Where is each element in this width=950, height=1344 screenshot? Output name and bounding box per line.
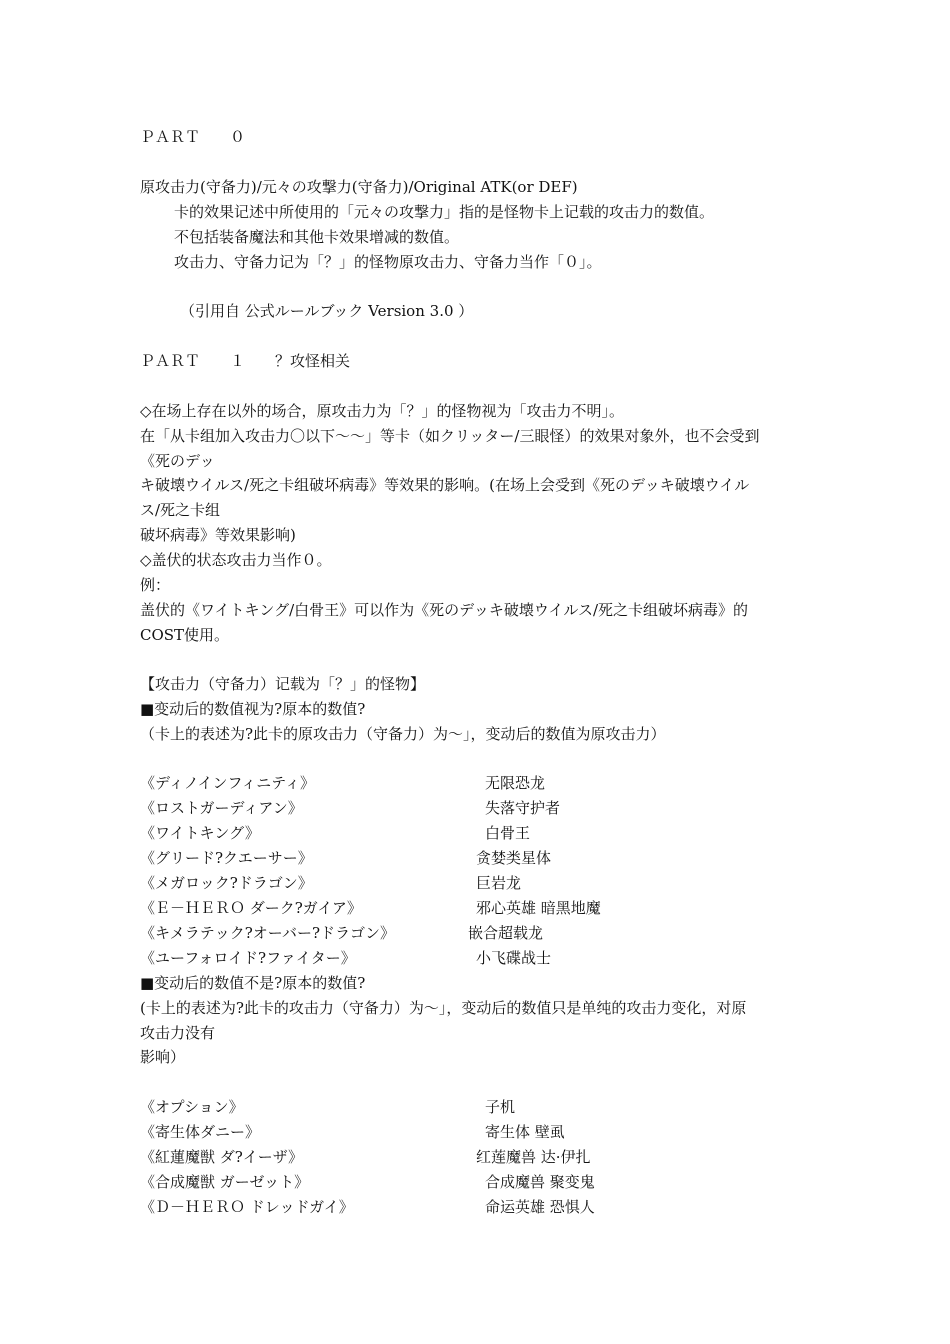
card-name-ja: 《寄生体ダニー》 (140, 1123, 261, 1141)
card-name-ja: 《合成魔獣 ガーゼット》 (140, 1173, 310, 1191)
card-name-cn: 无限恐龙 (485, 774, 546, 792)
card-row (140, 823, 840, 843)
card-name-cn: 合成魔兽 聚变鬼 (485, 1173, 595, 1191)
card-name-ja: 《ワイトキング》 (140, 824, 260, 842)
part0-heading: ＰＡＲＴ ０ (140, 128, 246, 146)
note-2-line-2: 《死のデッ (140, 452, 215, 470)
card-name-cn: 贪婪类星体 (476, 849, 552, 867)
desc-line-3: 攻击力、守备力记为「？」的怪物原攻击力、守备力当作「０」。 (174, 253, 602, 271)
card-name-ja: 《ユーフォロイド?ファイター》 (140, 949, 356, 967)
note-1: ◇在场上存在以外的场合，原攻击力为「？」的怪物视为「攻击力不明」。 (140, 402, 625, 420)
section-title: 【攻击力（守备力）记载为「？」的怪物】 (140, 675, 426, 693)
card-name-ja: 《オプション》 (140, 1098, 244, 1116)
card-name-ja: 《グリード?クエーサー》 (140, 849, 313, 867)
card-name-cn: 命运英雄 恐惧人 (485, 1198, 595, 1216)
card-row (140, 923, 840, 943)
example-line-2: COST使用。 (140, 626, 230, 644)
card-name-cn: 小飞碟战士 (476, 949, 552, 967)
note-2-line-3: キ破壊ウイルス/死之卡组破坏病毒》等效果的影响。(在场上会受到《死のデッキ破壊ウイル (140, 476, 750, 494)
card-name-ja: 《Ｄ－ＨＥＲＯ ドレッドガイ》 (140, 1198, 354, 1216)
group-1-subnote: （卡上的表述为?此卡的原攻击力（守备力）为～」，变动后的数值为原攻击力） (140, 725, 666, 743)
card-name-cn: 红莲魔兽 达·伊扎 (476, 1148, 591, 1166)
citation: （引用自 公式ルールブック Version 3.0 ） (180, 302, 474, 320)
group-1-heading: ■变动后的数值视为?原本的数值? (140, 700, 366, 718)
note-2-line-1: 在「从卡组加入攻击力〇以下～～」等卡（如クリッター/三眼怪）的效果对象外，也不会受到 (140, 427, 760, 445)
card-row (140, 1097, 840, 1117)
card-name-ja: 《ロストガーディアン》 (140, 799, 303, 817)
card-name-ja: 《メガロック?ドラゴン》 (140, 874, 313, 892)
card-name-cn: 巨岩龙 (476, 874, 522, 892)
card-name-cn: 子机 (485, 1098, 516, 1116)
note-2-line-5: 破坏病毒》等效果影响) (140, 526, 296, 544)
card-row (140, 948, 840, 968)
card-row (140, 773, 840, 793)
example-label: 例： (140, 576, 171, 594)
part1-heading: ＰＡＲＴ １ ？攻怪相关 (140, 352, 351, 370)
card-row (140, 848, 840, 868)
card-row (140, 798, 840, 818)
card-name-ja: 《ディノインフィニティ》 (140, 774, 316, 792)
card-name-cn: 嵌合超载龙 (468, 924, 544, 942)
example-line-1: 盖伏的《ワイトキング/白骨王》可以作为《死のデッキ破壊ウイルス/死之卡组破坏病毒》的 (140, 601, 749, 619)
card-row (140, 1122, 840, 1142)
card-name-cn: 寄生体 壁虱 (485, 1123, 565, 1141)
group-2-subnote-line-3: 影响） (140, 1048, 186, 1066)
card-row (140, 898, 840, 918)
card-name-cn: 失落守护者 (485, 799, 561, 817)
card-row (140, 1147, 840, 1167)
note-3: ◇盖伏的状态攻击力当作０。 (140, 551, 332, 569)
card-name-cn: 邪心英雄 暗黑地魔 (476, 899, 601, 917)
card-row (140, 1197, 840, 1217)
group-2-subnote-line-2: 攻击力没有 (140, 1024, 216, 1042)
card-name-ja: 《キメラテック?オーバー?ドラゴン》 (140, 924, 396, 942)
card-row (140, 873, 840, 893)
card-name-ja: 《Ｅ－ＨＥＲＯ ダーク?ガイア》 (140, 899, 362, 917)
desc-line-1: 卡的效果记述中所使用的「元々の攻撃力」指的是怪物卡上记载的攻击力的数值。 (174, 203, 715, 221)
group-2-heading: ■变动后的数值不是?原本的数值? (140, 974, 366, 992)
card-row (140, 1172, 840, 1192)
card-name-ja: 《紅蓮魔獣 ダ?イーザ》 (140, 1148, 303, 1166)
group-2-subnote-line-1: (卡上的表述为?此卡的攻击力（守备力）为～」，变动后的数值只是单纯的攻击力变化，对原 (140, 999, 747, 1017)
card-name-cn: 白骨王 (485, 824, 531, 842)
desc-line-2: 不包括装备魔法和其他卡效果增减的数值。 (174, 228, 460, 246)
note-2-line-4: ス/死之卡组 (140, 501, 221, 519)
term-line: 原攻击力(守备力)/元々の攻撃力(守备力)/Original ATK(or DEF) (140, 178, 578, 196)
